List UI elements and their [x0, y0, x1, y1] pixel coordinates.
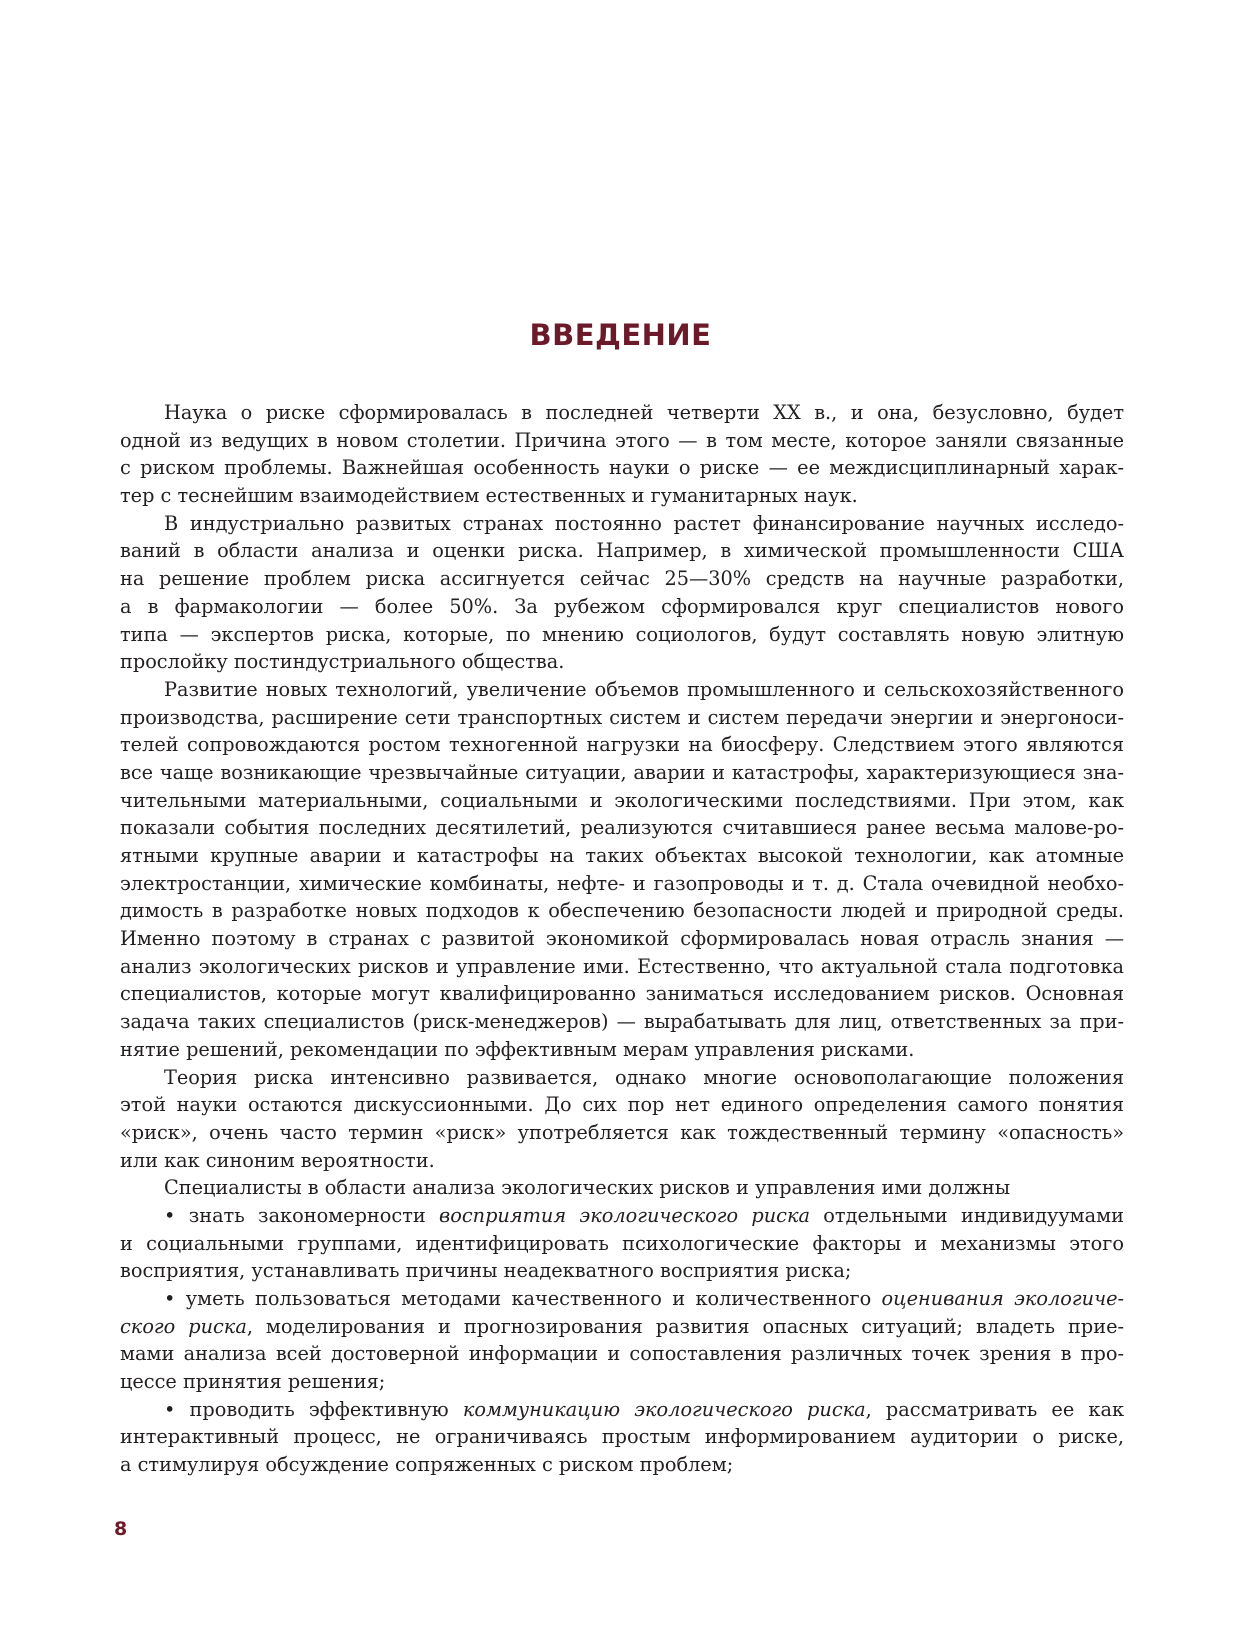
text-line: а в фармакологии — более 50%. За рубежом сформировался круг специалистов нового	[120, 594, 1124, 618]
text-line: цессе принятия решения;	[120, 1370, 386, 1394]
text-line: и социальными группами, идентифицировать психологические факторы и механизмы этого	[120, 1231, 1124, 1255]
text-line: ятными крупные аварии и катастрофы на таких объектах высокой технологии, как атомные	[120, 844, 1124, 867]
text-line: на решение проблем риска ассигнуется сейчас 25—30% средств на научные разработки,	[120, 567, 1124, 591]
text-line: «риск», очень часто термин «риск» употребляется как тождественный термину «опасность»	[120, 1120, 1124, 1144]
text-line: этой науки остаются дискуссионными. До сих пор нет единого определения самого понятия	[120, 1093, 1124, 1117]
text-line: Специалисты в области анализа экологических рисков и управления ими должны	[164, 1176, 1011, 1200]
text-line: интерактивный процесс, не ограничиваясь простым информированием аудитории о риске,	[120, 1425, 1124, 1449]
text-line: одной из ведущих в новом столетии. Причина этого — в том месте, которое заняли связанные	[120, 428, 1124, 452]
text-line: или как синоним вероятности.	[120, 1148, 435, 1172]
bullet-line: • знать закономерности восприятия экологического риска отдельными индивидуумами	[164, 1203, 1125, 1227]
page-title: ВВЕДЕНИЕ	[529, 318, 712, 352]
bullet-line: • проводить эффективную коммуникацию экологического риска, рассматривать ее как	[164, 1397, 1124, 1421]
text-line: чительными материальными, социальными и экологическими последствиями. При этом, как	[120, 788, 1124, 812]
text-line: тер с теснейшим взаимодействием естественных и гуманитарных наук.	[120, 484, 858, 508]
text-line: В индустриально развитых странах постоянно растет финансирование научных исследо-	[164, 511, 1124, 535]
text-line: электростанции, химические комбинаты, нефте- и газопроводы и т. д. Стала очевидной необхо-	[120, 871, 1124, 895]
bullet-line: • уметь пользоваться методами качественного и количественного оценивания экологиче-	[164, 1287, 1124, 1310]
text-line: с риском проблемы. Важнейшая особенность науки о риске — ее междисциплинарный харак-	[120, 456, 1124, 480]
text-line: Теория риска интенсивно развивается, однако многие основополагающие положения	[164, 1065, 1124, 1089]
text-line: задача таких специалистов (риск-менеджеров) — вырабатывать для лиц, ответственных за при-	[120, 1010, 1124, 1034]
text-line: показали события последних десятилетий, реализуются считавшиеся ранее весьма малове-ро-	[120, 816, 1124, 840]
page-number: 8	[114, 1518, 128, 1540]
text-line: а стимулируя обсуждение сопряженных с риском проблем;	[120, 1453, 734, 1477]
text-line: типа — экспертов риска, которые, по мнению социологов, будут составлять новую элитную	[120, 622, 1124, 646]
text-line: Именно поэтому в странах с развитой экономикой сформировалась новая отрасль знания —	[120, 927, 1124, 951]
text-line: мами анализа всей достоверной информации и сопоставления различных точек зрения в про-	[120, 1342, 1124, 1366]
text-line: ского риска, моделирования и прогнозирования развития опасных ситуаций; владеть прие-	[120, 1314, 1124, 1338]
text-line: все чаще возникающие чрезвычайные ситуации, аварии и катастрофы, характеризующиеся зна-	[120, 760, 1124, 784]
text-line: анализ экологических рисков и управление ими. Естественно, что актуальной стала подготовка	[120, 954, 1124, 978]
text-line: восприятия, устанавливать причины неадекватного восприятия риска;	[120, 1259, 852, 1283]
text-line: Наука о риске сформировалась в последней четверти XX в., и она, безусловно, будет	[164, 401, 1124, 424]
text-line: специалистов, которые могут квалифицированно заниматься исследованием рисков. Основная	[120, 982, 1124, 1006]
text-line: ваний в области анализа и оценки риска. Например, в химической промышленности США	[120, 539, 1124, 563]
text-line: Развитие новых технологий, увеличение объемов промышленного и сельскохозяйственного	[164, 677, 1124, 701]
text-line: димость в разработке новых подходов к обеспечению безопасности людей и природной среды.	[120, 899, 1124, 923]
text-line: нятие решений, рекомендации по эффективным мерам управления рисками.	[120, 1037, 915, 1061]
body-text	[120, 399, 1124, 1479]
text-line: телей сопровождаются ростом техногенной нагрузки на биосферу. Следствием этого являются	[120, 733, 1124, 757]
text-line: производства, расширение сети транспортных систем и систем передачи энергии и энергоноси-	[120, 705, 1124, 729]
text-line: прослойку постиндустриального общества.	[120, 650, 565, 674]
